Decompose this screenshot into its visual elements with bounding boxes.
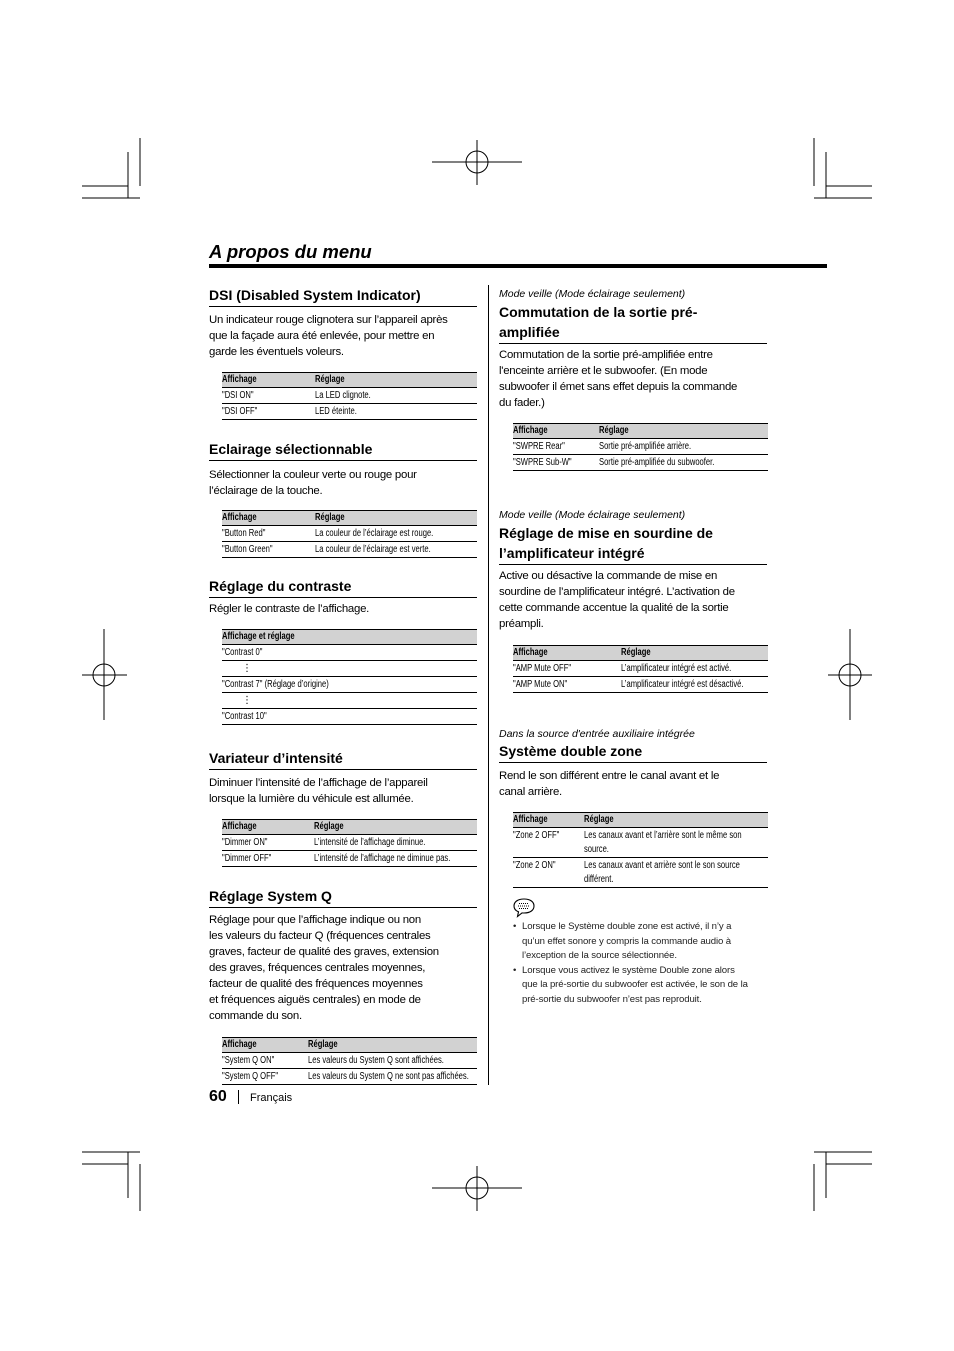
table-row [222,526,477,542]
section-heading-contrast: Réglage du contraste [209,578,477,598]
column-header: Affichage [222,1039,257,1050]
setting-description: La couleur de l’éclairage est rouge. [315,528,434,539]
text-line: que la façade aura été enlevée, pour mettre en [209,330,435,342]
condition-label: Mode veille (Mode éclairage seulement) [499,288,686,300]
setting-description: L’amplificateur intégré est activé. [621,663,732,674]
table-row [513,439,768,455]
text-line: canal arrière. [499,786,562,798]
text-line: que la pré-sortie du subwoofer est activée, le son de la [522,979,748,990]
display-value: "Button Green" [222,544,273,555]
setting-description [584,828,742,857]
contrast-table [222,629,477,725]
display-value: "AMP Mute OFF" [513,663,572,674]
column-header: Affichage [513,814,548,825]
column-header: Réglage [315,374,345,385]
section-heading-dimmer: Variateur d’intensité [209,750,477,770]
setting-description: Les valeurs du System Q ne sont pas affichées. [308,1071,469,1082]
text-line: Les canaux avant et l’arrière sont le même son [584,830,742,841]
table-row [222,661,477,677]
page-number: 60 [209,1088,227,1105]
display-value: "AMP Mute ON" [513,679,568,690]
condition-label: Mode veille (Mode éclairage seulement) [499,509,686,521]
table-header [222,1037,477,1053]
section-text-dual-zone [499,768,719,800]
text-line: les valeurs du facteur Q (fréquences centrales [209,930,431,942]
setting-description: LED éteinte. [315,406,357,417]
column-header: Affichage [222,512,257,523]
column-divider [488,285,489,1085]
text-line: Commutation de la sortie pré-amplifiée entre [499,349,713,361]
section-text-system-q [209,912,439,1024]
text-line: source. [584,844,609,855]
setting-description: La LED clignote. [315,390,371,401]
column-header: Réglage [308,1039,338,1050]
table-row [222,709,477,725]
section-heading-system-q: Réglage System Q [209,888,477,908]
amp-mute-table [513,645,768,693]
display-value: "Contrast 7" (Réglage d’origine) [222,679,329,690]
display-value: "Dimmer ON" [222,837,268,848]
setting-description: Les valeurs du System Q sont affichées. [308,1055,444,1066]
text-line: graves, facteur de qualité des graves, extension [209,946,439,958]
heading-line: amplifiée [499,324,560,340]
table-row [222,404,477,420]
setting-description: L’amplificateur intégré est désactivé. [621,679,744,690]
display-value: "DSI ON" [222,390,254,401]
text-line: l’éclairage de la touche. [209,485,323,497]
heading-line: Réglage de mise en sourdine de [499,525,713,541]
column-header: Affichage [222,374,257,385]
section-text-preout [499,347,737,411]
condition-label: Dans la source d'entrée auxiliaire intégrée [499,728,695,740]
setting-description: Sortie pré-amplifiée arrière. [599,441,692,452]
table-row [222,693,477,709]
page-title: A propos du menu [209,241,372,262]
text-line: Active ou désactive la commande de mise en [499,570,718,582]
text-line: cette commande accentue la qualité de la sortie [499,602,729,614]
text-line: préampli. [499,618,544,630]
display-value: "SWPRE Sub-W" [513,457,572,468]
text-line: et fréquences aiguës centrales) en mode de [209,994,421,1006]
setting-description: L’intensité de l’affichage diminue. [314,837,426,848]
illumination-table [222,510,477,558]
text-line: sourdine de l’amplificateur intégré. L’activation de [499,586,735,598]
display-value: "System Q OFF" [222,1071,279,1082]
section-heading-dual-zone: Système double zone [499,743,767,763]
text-line: Lorsque vous activez le système Double zone alors [522,964,735,976]
notes-list [513,920,769,1007]
table-row [222,1069,477,1085]
section-heading-dsi: DSI (Disabled System Indicator) [209,287,477,307]
table-row [222,677,477,693]
table-row [513,858,768,888]
table-row [513,455,768,471]
section-text-dsi [209,312,448,360]
text-line: l’exception de la source sélectionnée. [522,950,677,961]
system-q-table [222,1037,477,1085]
display-value: "DSI OFF" [222,406,258,417]
column-header: Réglage [584,814,614,825]
text-line: commande du son. [209,1010,302,1022]
table-header [513,645,768,661]
bullet: • [513,921,517,932]
setting-description: La couleur de l’éclairage est verte. [315,544,431,555]
text-line: Un indicateur rouge clignotera sur l’appareil après [209,314,448,326]
text-line: Régler le contraste de l’affichage. [209,603,370,615]
section-text-contrast [209,601,369,617]
column-header: Réglage [621,647,651,658]
table-row [222,851,477,867]
table-header [222,629,477,645]
dimmer-table [222,819,477,867]
text-line: subwoofer il émet sans effet depuis la commande [499,381,738,393]
heading-line: l’amplificateur intégré [499,545,645,561]
note-item [513,964,769,1008]
setting-description: L’intensité de l’affichage ne diminue pas. [314,853,451,864]
display-value: "Button Red" [222,528,266,539]
text-line: différent. [584,874,614,885]
text-line: Les canaux avant et arrière sont le son source [584,860,740,871]
section-text-illumination [209,467,417,499]
table-row [222,388,477,404]
table-row [222,645,477,661]
table-row [513,661,768,677]
display-value: "Dimmer OFF" [222,853,272,864]
display-value: "SWPRE Rear" [513,441,565,452]
text-line: facteur de qualité des fréquences moyennes [209,978,423,990]
table-row [513,828,768,858]
text-line: l'enceinte arrière et le subwoofer. (En mode [499,365,708,377]
column-header: Affichage [513,647,548,658]
column-header: Affichage [222,821,257,832]
text-line: du fader.) [499,397,545,409]
vertical-ellipsis: ⋮ [242,663,252,674]
note-item [513,920,769,964]
display-value: "Zone 2 OFF" [513,830,560,841]
text-line: lorsque la lumière du véhicule est allumée. [209,793,414,805]
display-value: "Zone 2 ON" [513,860,556,871]
column-header: Affichage et réglage [222,631,295,642]
text-line: des graves, fréquences centrales moyennes, [209,962,426,974]
display-value: "System Q ON" [222,1055,275,1066]
setting-description: Sortie pré-amplifiée du subwoofer. [599,457,715,468]
text-line: Lorsque le Système double zone est activé, il n’y a [522,921,732,932]
footer-language: Français [250,1092,293,1104]
bullet: • [513,964,517,976]
setting-description [584,858,740,887]
column-header: Réglage [315,512,345,523]
text-line: Diminuer l’intensité de l’affichage de l’appareil [209,777,428,789]
text-line: Rend le son différent entre le canal avant et le [499,770,720,782]
column-header: Réglage [599,425,629,436]
column-header: Réglage [314,821,344,832]
display-value: "Contrast 0" [222,647,263,658]
text-line: Réglage pour que l’affichage indique ou non [209,914,421,926]
table-header [513,812,768,828]
text-line: qu’un effet sonore y compris la commande audio à [522,935,731,947]
dual-zone-table [513,812,768,888]
note-icon [512,897,536,919]
table-row [222,835,477,851]
text-line: Sélectionner la couleur verte ou rouge pour [209,469,417,481]
section-text-dimmer [209,775,428,807]
table-header [222,819,477,835]
column-header: Affichage [513,425,548,436]
table-header [222,510,477,526]
footer-separator [238,1090,239,1104]
text-line: pré-sortie du subwoofer n’est pas reproduit. [522,993,702,1005]
heading-line: Commutation de la sortie pré- [499,304,698,320]
section-text-amp-mute [499,568,735,632]
title-rule [209,264,827,268]
text-line: garde les éventuels voleurs. [209,346,344,358]
display-value: "Contrast 10" [222,711,267,722]
section-heading-preout [499,302,767,344]
table-row [222,542,477,558]
table-header [222,372,477,388]
dsi-table [222,372,477,420]
table-header [513,423,768,439]
table-row [222,1053,477,1069]
vertical-ellipsis: ⋮ [242,695,252,706]
table-row [513,677,768,693]
section-heading-illumination: Eclairage sélectionnable [209,441,477,461]
section-heading-amp-mute [499,523,767,565]
preout-table [513,423,768,471]
